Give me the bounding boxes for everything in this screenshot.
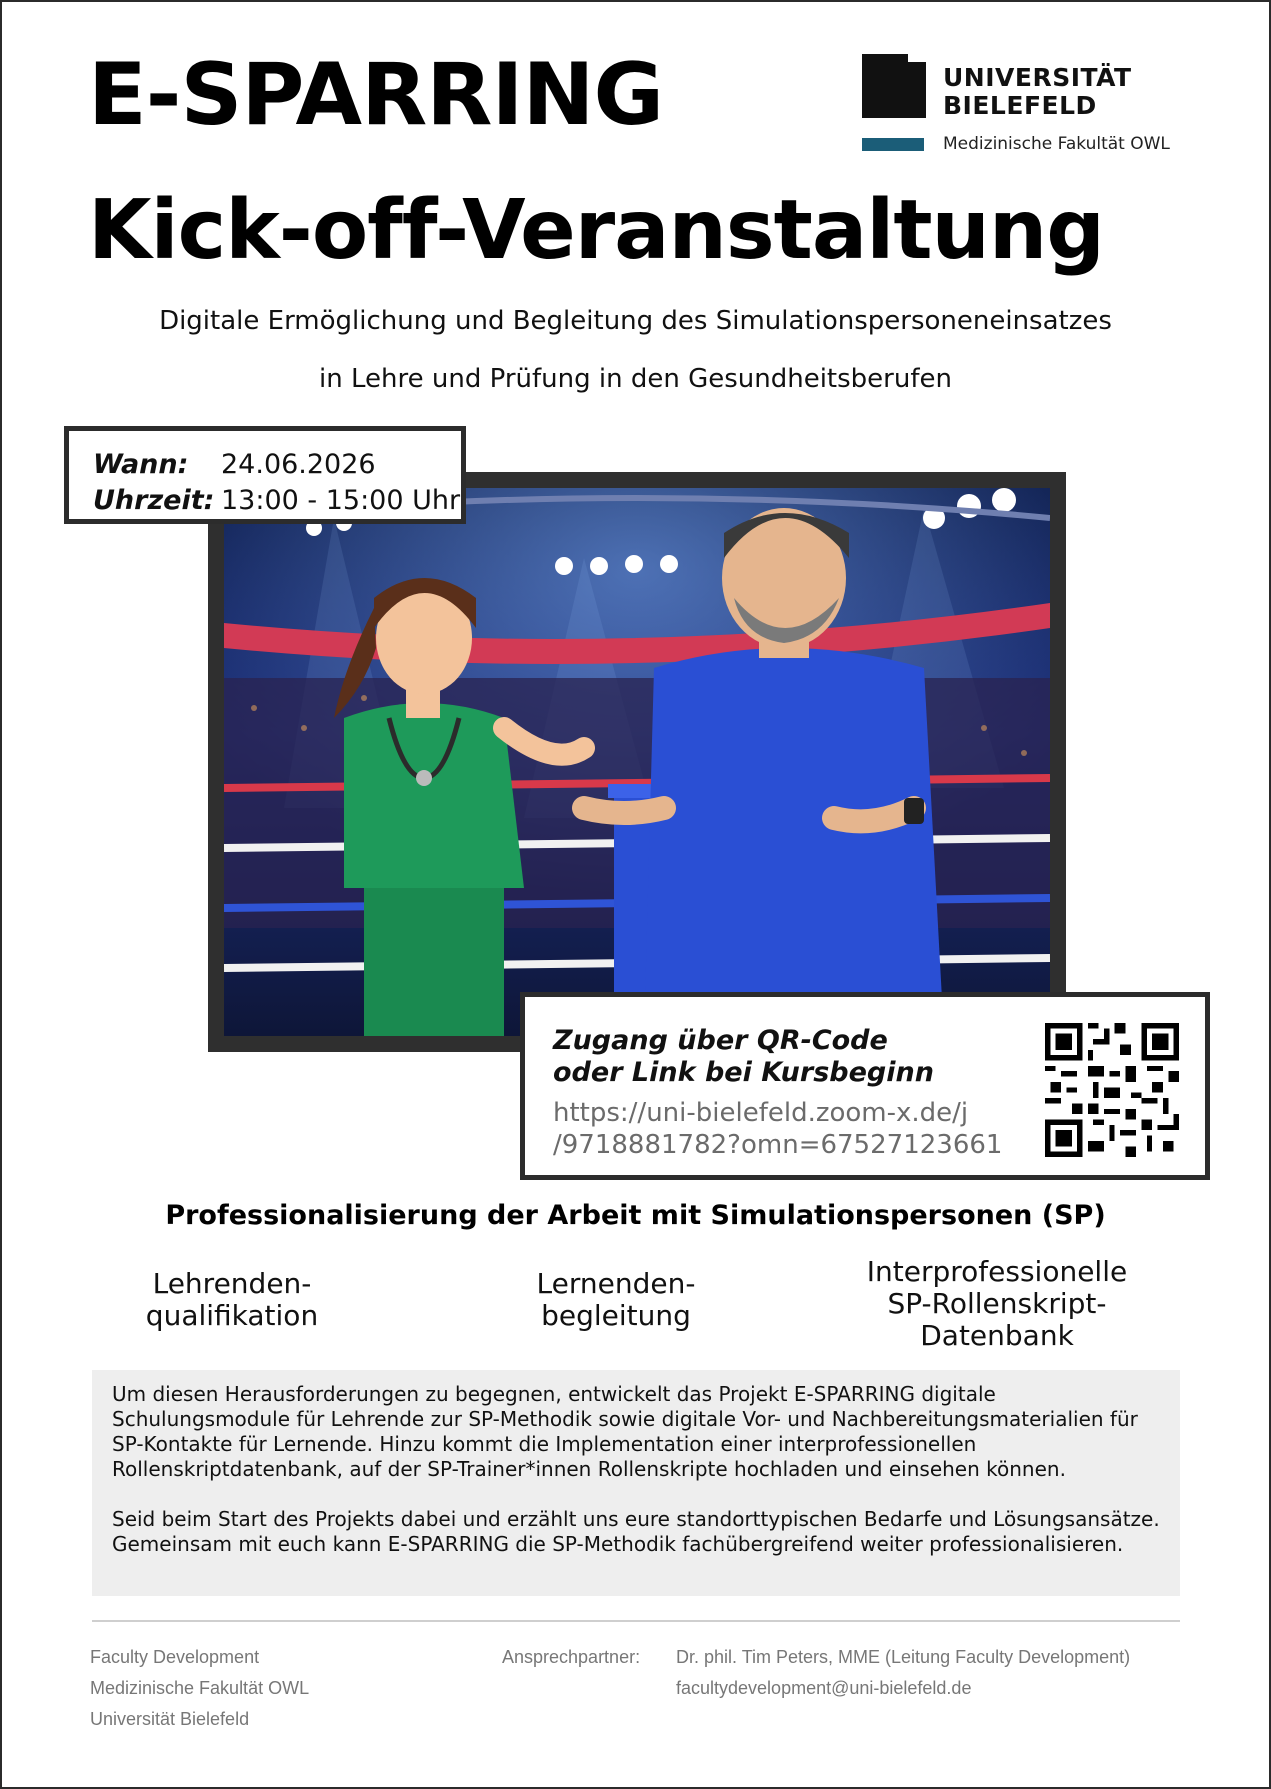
footer-organization: [90, 1642, 309, 1735]
pillar-teacher-qualification: [92, 1268, 372, 1332]
footer-divider: [92, 1620, 1180, 1622]
university-name: [943, 64, 1132, 120]
description-paragraph-1: Um diesen Herausforderungen zu begegnen, entwickelt das Projekt E-SPARRING digitale Schulungsmodule für Lehrende zur SP-Methodik sowie digitale Vor- und Nachbereitungsmaterialien für SP-Kontakte für Lernende. Hinzu kommt die Implementation einer interprofessionellen Rollenskriptdatenbank, auf der SP-Trainer*innen Rollenskripte hochladen und einsehen können.: [112, 1382, 1138, 1481]
pillar-line: Interprofessionelle: [866, 1255, 1128, 1288]
logo-accent-bar: [862, 138, 924, 151]
time-label: Uhrzeit:: [93, 485, 215, 516]
subtitle-line2: in Lehre und Prüfung in den Gesundheitsberufen: [319, 364, 952, 394]
description-paragraph-2: Seid beim Start des Projekts dabei und erzählt uns eure standorttypischen Bedarfe und Lösungsansätze. Gemeinsam mit euch kann E-SPARRING die SP-Methodik fachübergreifend weiter professionalisieren.: [112, 1507, 1160, 1556]
illustration-frame: [208, 472, 1066, 1052]
professionalization-heading: Professionalisierung der Arbeit mit Simulationspersonen (SP): [165, 1200, 1106, 1231]
access-heading: [553, 1025, 934, 1089]
access-box: [520, 992, 1210, 1180]
pillar-learner-support: [476, 1268, 756, 1332]
event-datetime-box: [64, 426, 466, 524]
contact-name: Dr. phil. Tim Peters, MME (Leitung Faculty Development): [676, 1647, 1131, 1667]
university-name-line2: BIELEFELD: [943, 91, 1097, 120]
project-description: [92, 1370, 1180, 1596]
faculty-name: Medizinische Fakultät OWL: [943, 134, 1170, 154]
time-value: 13:00 - 15:00 Uhr: [221, 485, 461, 516]
footer-org-line3: Universität Bielefeld: [90, 1709, 250, 1729]
footer-org-line1: Faculty Development: [90, 1647, 260, 1667]
date-label: Wann:: [93, 449, 189, 480]
pillar-line: Datenbank: [920, 1319, 1074, 1352]
zoom-link[interactable]: [553, 1097, 1002, 1161]
university-name-line1: UNIVERSITÄT: [943, 63, 1132, 92]
boxing-ring-illustration-icon: [224, 488, 1050, 1036]
pillar-line: begleitung: [541, 1299, 691, 1332]
pillar-line: qualifikation: [145, 1299, 319, 1332]
pillar-line: Lehrenden-: [152, 1267, 312, 1300]
subtitle-line1: Digitale Ermöglichung und Begleitung des Simulationspersoneneinsatzes: [159, 306, 1112, 336]
title-line2: Kick-off-Veranstaltung: [88, 183, 1104, 278]
time-row: [93, 485, 460, 516]
qr-code-icon[interactable]: [1045, 1023, 1179, 1157]
pillar-role-script-database: [832, 1256, 1162, 1352]
illustration: [224, 488, 1050, 1036]
zoom-link-line2[interactable]: /9718881782?omn=67527123661: [553, 1130, 1003, 1160]
access-heading-line1: Zugang über QR-Code: [553, 1025, 888, 1056]
pillar-line: Lernenden-: [536, 1267, 696, 1300]
pillar-line: SP-Rollenskript-: [887, 1287, 1107, 1320]
date-value: 24.06.2026: [221, 449, 376, 480]
university-logo-icon: [862, 54, 926, 118]
footer-org-line2: Medizinische Fakultät OWL: [90, 1678, 310, 1698]
zoom-link-line1[interactable]: https://uni-bielefeld.zoom-x.de/j: [553, 1098, 969, 1128]
date-row: [93, 449, 376, 480]
footer-contact-label: Ansprechpartner:: [502, 1647, 641, 1667]
access-heading-line2: oder Link bei Kursbeginn: [553, 1057, 934, 1088]
footer-contact: [676, 1642, 1130, 1704]
title-line1: E-SPARRING: [88, 45, 664, 145]
contact-email[interactable]: facultydevelopment@uni-bielefeld.de: [676, 1678, 972, 1698]
